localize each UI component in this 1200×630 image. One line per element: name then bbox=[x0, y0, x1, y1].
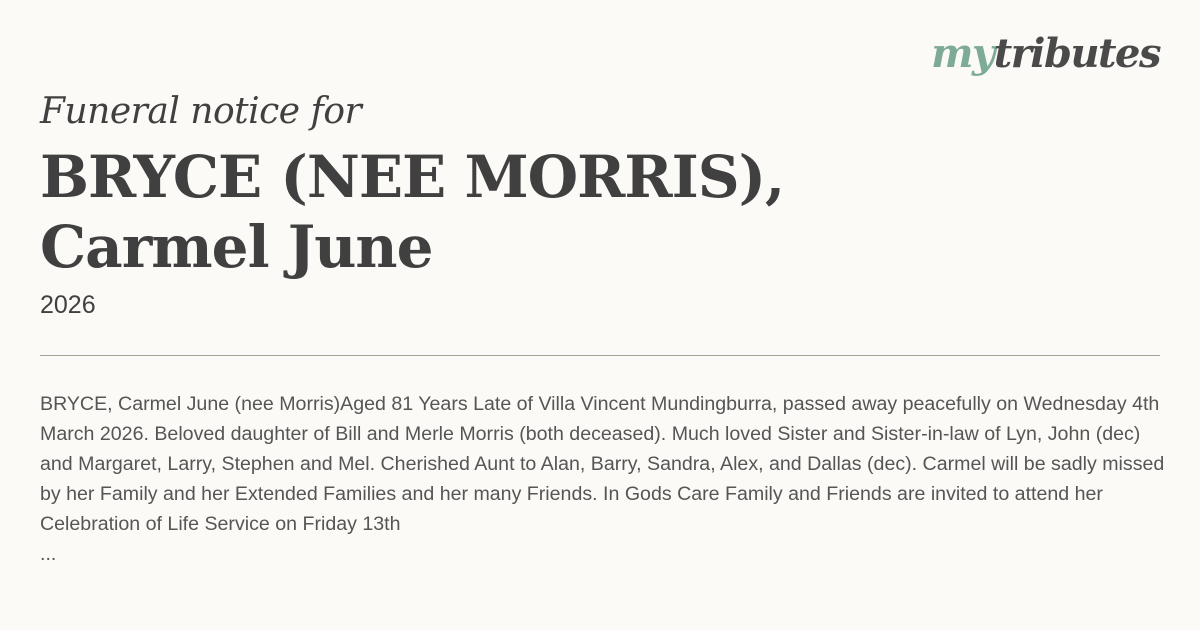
notice-year: 2026 bbox=[40, 291, 96, 319]
deceased-name bbox=[40, 142, 1040, 282]
notice-kicker: Funeral notice for bbox=[40, 91, 362, 132]
mytributes-logo[interactable] bbox=[931, 30, 1160, 77]
deceased-name-line1: BRYCE (NEE MORRIS), bbox=[40, 143, 785, 211]
notice-text: BRYCE, Carmel June (nee Morris)Aged 81 Years Late of Villa Vincent Mundingburra, passed away peacefully on Wednesday 4th March 2026. Beloved daughter of Bill and Merle Morris (both deceased). Much loved Sister and Sister-in-law of Lyn, John (dec) and Margaret, Larry, Stephen and Mel. Cherished Aunt to Alan, Barry, Sandra, Alex, and Dallas (dec). Carmel will be sadly missed by her Family and her Extended Families and her many Friends. In Gods Care Family and Friends are invited to attend her Celebration of Life Service on Friday 13th bbox=[40, 393, 1165, 535]
deceased-name-line2: Carmel June bbox=[40, 213, 433, 281]
notice-body bbox=[40, 389, 1165, 569]
logo-text-tributes: tributes bbox=[993, 30, 1160, 77]
divider bbox=[40, 355, 1160, 356]
logo-text-my: my bbox=[931, 30, 994, 77]
notice-ellipsis: ... bbox=[40, 543, 57, 565]
